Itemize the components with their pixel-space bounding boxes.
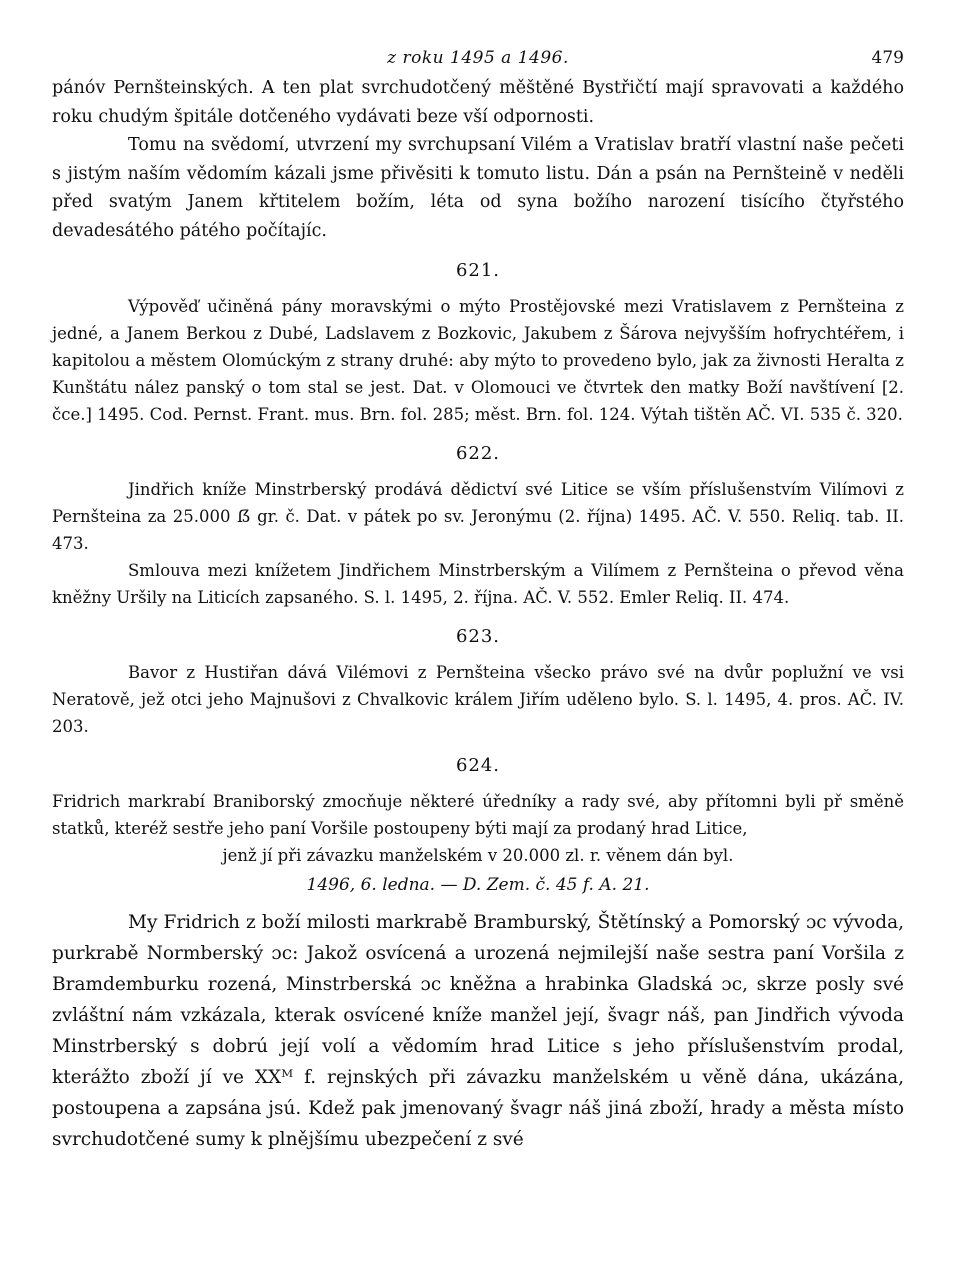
page-number: 479 (871, 48, 904, 68)
entry-number-623: 623. (455, 626, 501, 647)
entry-number-624: 624. (455, 755, 501, 776)
document-page (52, 40, 904, 1155)
running-title: z roku 1495 a 1496. (387, 48, 569, 68)
intro-paragraph-1: pánóv Pernšteinských. A ten plat svrchudotčený měštěné Bystřičtí mají spravovati a každého roku chudým špitále dotčeného vydávati beze vší odpornosti. (52, 78, 904, 127)
entry-623-text: Bavor z Hustiřan dává Vilémovi z Pernšteina všecko právo své na dvůr poplužní ve vsi Neratově, jež otci jeho Majnušovi z Chvalkovic králem Jiřím uděleno bylo. S. l. 1495, 4. pros. AČ. IV. 203. (52, 663, 904, 736)
entry-624-date-line: 1496, 6. ledna. — D. Zem. č. 45 f. A. 21. (306, 875, 650, 895)
entry-number-621: 621. (455, 260, 501, 281)
entry-622-text-1: Jindřich kníže Minstrberský prodává dědictví své Litice se vším příslušenstvím Vilímovi z Pernšteina za 25.000 ẞ gr. č. Dat. v pátek po sv. Jeronýmu (2. října) 1495. AČ. V. 550. Reliq. tab. II. 473. (52, 480, 904, 553)
intro-paragraph-2: Tomu na svědomí, utvrzení my svrchupsaní Vilém a Vratislav bratří vlastní naše pečeti s jistým naším vědomím kázali jsme přivěsiti k tomuto listu. Dán a psán na Pernšteině v neděli před svatým Janem křtitelem božím, léta od syna božího narození tisícího čtyřstého devadesátého pátého počítajíc. (52, 135, 904, 241)
entry-624-body: My Fridrich z boží milosti markrabě Bramburský, Štětínský a Pomorský ɔc vývoda, purkrabě Normberský ɔc: Jakož osvícená a urozená nejmilejší naše sestra paní Voršila z Bramdemburku rozená, Minstrberská ɔc kněžna a hrabinka Gladská ɔc, skrze posly své zvláštní nám vzkázala, kterak osvícené kníže manžel její, švagr náš, pan Jindřich vývoda Minstrberský s dobrú její volí a vědomím hrad Litice s jeho příslušenstvím prodal, kterážto zboží jí ve XXᴹ f. rejnských při závazku manželském u věně dána, ukázána, postoupena a zapsána jsú. Kdež pak jmenovaný švagr náš jiná zboží, hrady a města místo svrchudotčené sumy k plnějšímu ubezpečení z své (52, 912, 904, 1150)
running-header (52, 40, 904, 74)
entry-624-summary-1: Fridrich markrabí Braniborský zmocňuje některé úředníky a rady své, aby přítomni byli př směně statků, kteréž sestře jeho paní Voršile postoupeny býti mají za prodaný hrad Litice, (52, 792, 904, 838)
entry-624-summary-2: jenž jí při závazku manželském v 20.000 zl. r. věnem dán byl. (222, 846, 734, 865)
entry-622-text-2: Smlouva mezi knížetem Jindřichem Minstrberským a Vilímem z Pernšteina o převod věna kněžny Uršily na Liticích zapsaného. S. l. 1495, 2. října. AČ. V. 552. Emler Reliq. II. 474. (52, 561, 904, 607)
entry-621-text: Výpověď učiněná pány moravskými o mýto Prostějovské mezi Vratislavem z Pernšteina z jedné, a Janem Berkou z Dubé, Ladslavem z Bozkovic, Jakubem z Šárova nejvyšším hofrychtéřem, i kapitolou a městem Olomúckým z strany druhé: aby mýto to provedeno bylo, jak za živnosti Heralta z Kunštátu nález panský o tom stal se jest. Dat. v Olomouci ve čtvrtek den matky Boží navštívení [2. čce.] 1495. Cod. Pernst. Frant. mus. Brn. fol. 285; měst. Brn. fol. 124. Výtah tištěn AČ. VI. 535 č. 320. (52, 297, 904, 424)
entry-number-622: 622. (455, 443, 501, 464)
